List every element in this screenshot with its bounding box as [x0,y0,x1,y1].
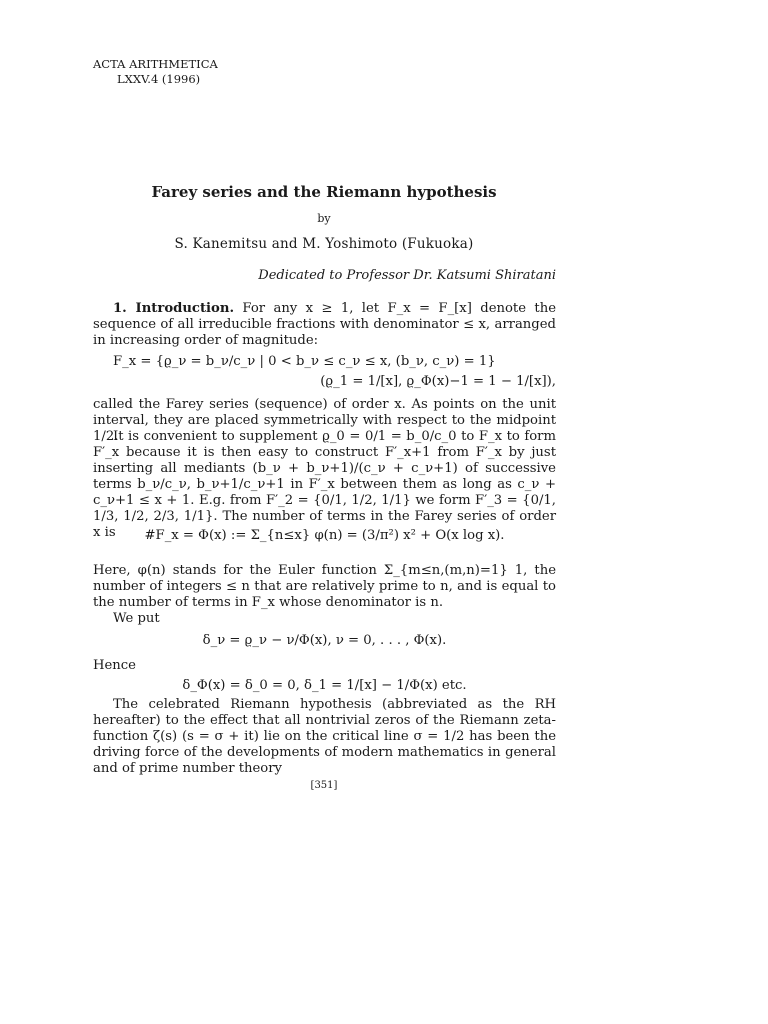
intro-paragraph-1 [93,301,556,349]
intro-text-1: For any x ≥ 1, let F_x = F_[x] denote the sequence of all irreducible fractions with denominator ≤ x, arranged in increasing order of magnitude: [93,301,556,348]
equation-delta: δ_ν = ϱ_ν − ν/Φ(x), ν = 0, . . . , Φ(x). [202,633,447,648]
journal-name: ACTA ARITHMETICA [93,57,218,71]
journal-header [93,57,218,87]
intro-paragraph-7: The celebrated Riemann hypothesis (abbreviated as the RH hereafter) to the effect that all nontrivial zeros of the Riemann zeta-function ζ(s) (s = σ + it) lie on the critical line σ = 1/2 has been the driving force of the developments of modern mathematics in general and of prime number theory [93,697,556,776]
intro-paragraph-3: It is convenient to supplement ϱ_0 = 0/1 = b_0/c_0 to F_x to form F′_x because it is then easy to construct F′_x+1 from F′_x by just inserting all mediants (b_ν + b_ν+1)/(c_ν + c_ν+1) of successive terms b_ν/c_ν, b_ν+1/c_ν+1 in F′_x between them as long as c_ν + c_ν+1 ≤ x + 1. E.g. from F′_2 = {0/1, 1/2, 1/1} we form F′_3 = {0/1, 1/3, 1/2, 2/3, 1/1}. The number of terms in the Farey series of order x is [93,429,556,540]
intro-paragraph-4: Here, φ(n) stands for the Euler function Σ_{m≤n,(m,n)=1} 1, the number of integers ≤ n that are relatively prime to n, and is equal to the number of terms in F_x whose denominator is n. [93,563,556,610]
equation-farey-definition-cont: (ϱ_1 = 1/[x], ϱ_Φ(x)−1 = 1 − 1/[x]), [320,374,556,389]
intro-paragraph-5: We put [113,611,160,626]
equation-farey-count: #F_x = Φ(x) := Σ_{n≤x} φ(n) = (3/π²) x² + O(x log x). [144,528,505,543]
section-heading: 1. Introduction. [113,301,235,316]
equation-delta-values: δ_Φ(x) = δ_0 = 0, δ_1 = 1/[x] − 1/Φ(x) etc. [182,678,467,693]
dedication: Dedicated to Professor Dr. Katsumi Shiratani [258,268,556,283]
authors: S. Kanemitsu and M. Yoshimoto (Fukuoka) [174,236,474,252]
page-number: [351] [310,780,338,791]
paper-title: Farey series and the Riemann hypothesis [151,183,497,201]
equation-farey-definition: F_x = {ϱ_ν = b_ν/c_ν | 0 < b_ν ≤ c_ν ≤ x, (b_ν, c_ν) = 1} [113,354,496,369]
journal-volume: LXXV.4 (1996) [117,72,201,86]
intro-paragraph-6: Hence [93,658,136,673]
intro-paragraph-2: called the Farey series (sequence) of order x. As points on the unit interval, they are placed symmetrically with respect to the midpoint 1/2. [93,397,556,444]
by-line: by [317,212,331,225]
